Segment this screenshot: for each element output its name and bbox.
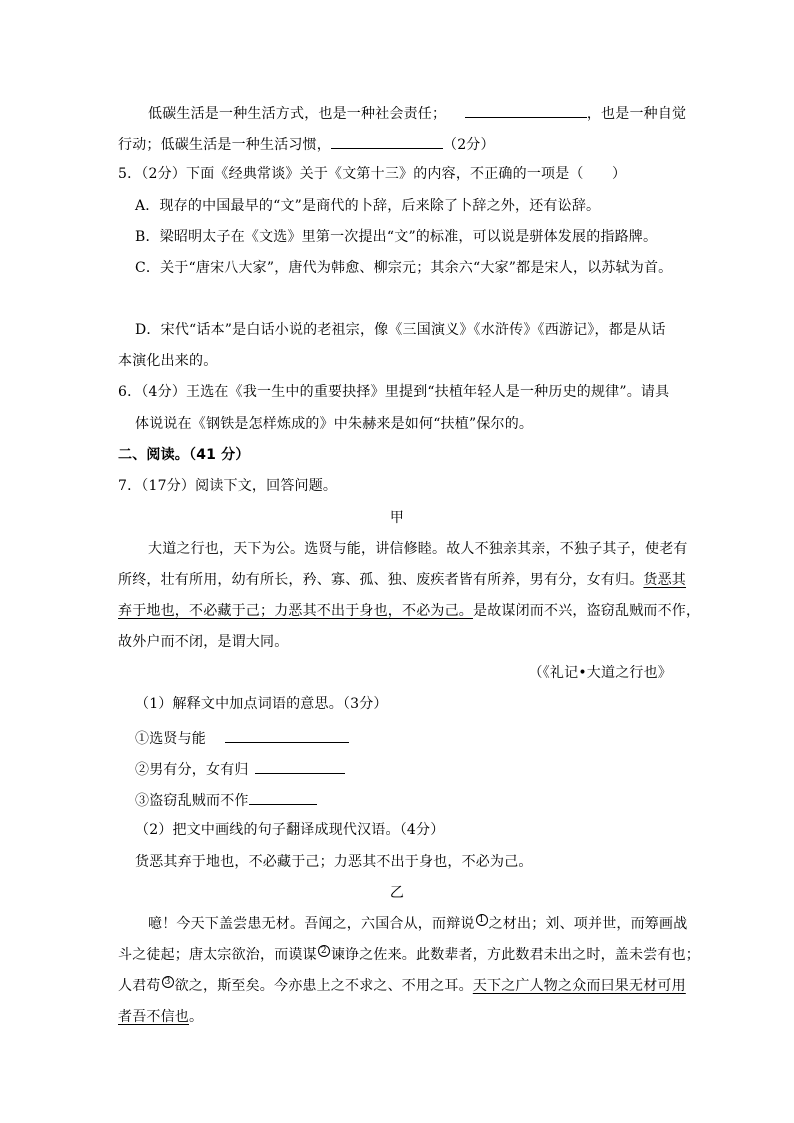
q4-line-2 bbox=[118, 132, 676, 154]
q4-text-3: 行动；低碳生活是一种生活习惯， bbox=[118, 137, 331, 153]
q4-text-1: 低碳生活是一种生活方式，也是一种社会责任； bbox=[148, 106, 447, 122]
passage-yi-text-1b: 之材出；刘、项并世，而筹画战 bbox=[488, 916, 688, 932]
passage-yi-text-4: 。 bbox=[189, 1009, 204, 1025]
q7-sub1-item-2 bbox=[135, 757, 676, 779]
q4-blank-1[interactable] bbox=[465, 101, 587, 118]
q7-sub1-blank-2[interactable] bbox=[255, 757, 345, 774]
q5-option-b[interactable]: B．梁昭明太子在《文选》里第一次提出“文”的标准，可以说是骈体发展的指路牌。 bbox=[135, 229, 658, 245]
q4-score: （2分） bbox=[443, 137, 495, 153]
q5-stem: 5．（2分）下面《经典常谈》关于《文第十三》的内容，不正确的一项是（ ） bbox=[118, 166, 627, 182]
passage-jia-line-3 bbox=[118, 600, 701, 622]
q7-stem: 7．（17分）阅读下文，回答问题。 bbox=[118, 478, 338, 494]
passage-yi-line-2 bbox=[118, 944, 701, 966]
passage-yi-text-2b: 谏诤之佐来。此数辈者，方此数君未出之时，盖未尝有也； bbox=[330, 947, 701, 963]
passage-yi-underline-1: 天下之广人物之众而曰果无材可用 bbox=[472, 978, 686, 994]
passage-jia-line-2 bbox=[118, 569, 687, 591]
q7-sub1-blank-1[interactable] bbox=[225, 726, 349, 743]
passage-yi-text-3a: 人君苟 bbox=[118, 978, 161, 994]
q7-sub1-item-1-text: ①选贤与能 bbox=[135, 731, 206, 747]
footnote-marker-3: 3 bbox=[162, 976, 174, 988]
passage-yi-title: 乙 bbox=[389, 885, 405, 901]
q7-sub2-text: 货恶其弃于地也，不必藏于己；力恶其不出于身也，不必为己。 bbox=[135, 854, 533, 870]
q7-sub1-item-1 bbox=[135, 726, 676, 748]
passage-yi-line-4 bbox=[118, 1006, 676, 1028]
q7-sub1-item-3-text: ③盗窃乱贼而不作 bbox=[135, 793, 249, 809]
passage-jia-line-1: 大道之行也，天下为公。选贤与能，讲信修睦。故人不独亲其亲，不独子其子，使老有 bbox=[148, 541, 688, 557]
passage-jia-line-4: 故外户而不闭，是谓大同。 bbox=[118, 634, 289, 650]
passage-yi-text-3b: 欲之，斯至矣。今亦患上之不求之、不用之耳。 bbox=[174, 978, 473, 994]
section-2-title: 二、阅读。（41 分） bbox=[118, 447, 250, 463]
passage-jia-text-2: 所终，壮有所用，幼有所长，矜、寡、孤、独、废疾者皆有所养，男有分，女有归。 bbox=[118, 572, 644, 588]
q5-option-d-1[interactable]: D．宋代“话本”是白话小说的老祖宗，像《三国演义》《水浒传》《西游记》，都是从话 bbox=[135, 322, 666, 338]
q7-sub1-item-2-text: ②男有分，女有归 bbox=[135, 762, 249, 778]
passage-yi-text-1a: 噫！今天下盖尝患无材。吾闻之，六国合从，而辩说 bbox=[148, 916, 475, 932]
q5-option-d-2: 本演化出来的。 bbox=[118, 353, 218, 369]
q6-line-2: 体说说在《钢铁是怎样炼成的》中朱赫来是如何“扶植”保尔的。 bbox=[135, 416, 534, 432]
passage-yi-line-1 bbox=[148, 913, 688, 935]
footnote-marker-2: 2 bbox=[318, 945, 330, 957]
q4-blank-2[interactable] bbox=[331, 132, 443, 149]
q7-sub1-stem: （1）解释文中加点词语的意思。（3分） bbox=[135, 696, 388, 712]
passage-yi-text-2a: 斗之徒起；唐太宗欲治，而谟谋 bbox=[118, 947, 317, 963]
passage-yi-line-3 bbox=[118, 975, 686, 997]
passage-jia-title: 甲 bbox=[389, 510, 405, 526]
footnote-marker-1: 1 bbox=[476, 914, 488, 926]
q7-sub2-stem: （2）把文中画线的句子翻译成现代汉语。（4分） bbox=[135, 822, 445, 838]
passage-jia-source: （《礼记•大道之行也》 bbox=[528, 665, 672, 681]
passage-yi-underline-2: 者吾不信也 bbox=[118, 1009, 189, 1025]
passage-jia-underline-2: 弃于地也，不必藏于己；力恶其不出于身也，不必为己。 bbox=[118, 603, 473, 619]
q7-sub1-blank-3[interactable] bbox=[249, 788, 317, 805]
q7-sub1-item-3 bbox=[135, 788, 676, 810]
q5-option-c[interactable]: C．关于“唐宋八大家”，唐代为韩愈、柳宗元；其余六“大家”都是宋人，以苏轼为首。 bbox=[135, 260, 673, 276]
q4-text-2: ，也是一种自觉 bbox=[586, 106, 687, 122]
q4-line-1 bbox=[148, 101, 687, 123]
passage-jia-text-3: 是故谋闭而不兴，盗窃乱贼而不作， bbox=[473, 603, 701, 619]
passage-jia-underline-1: 货恶其 bbox=[643, 572, 687, 588]
q5-option-a[interactable]: A．现存的中国最早的“文”是商代的卜辞，后来除了卜辞之外，还有讼辞。 bbox=[135, 198, 601, 214]
q6-line-1: 6．（4分）王选在《我一生中的重要抉择》里提到“扶植年轻人是一种历史的规律”。请具 bbox=[118, 384, 670, 400]
